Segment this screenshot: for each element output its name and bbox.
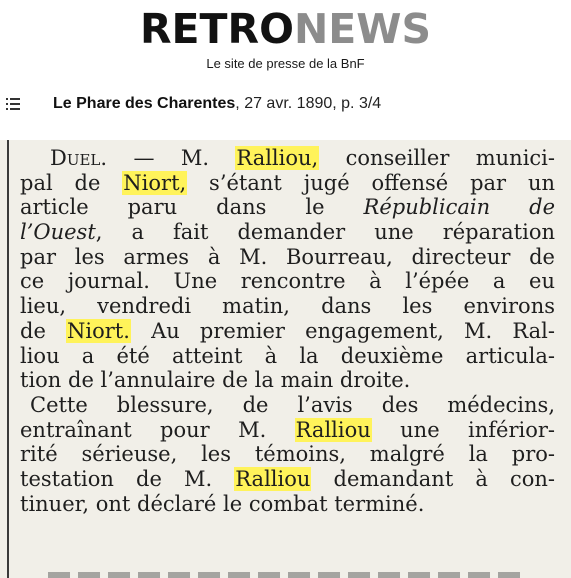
article-fragment: entraînant pour M. — [20, 417, 295, 442]
article-line — [20, 195, 555, 220]
article-line — [20, 220, 555, 245]
article-line: tion de l’annulaire de la main droite. — [20, 368, 411, 393]
article-fragment: de — [20, 318, 67, 343]
article-fragment: Duel. — M. — [50, 146, 236, 170]
article-line: liou a été atteint à la deuxième articula- — [20, 343, 555, 368]
article-fragment: demandant à con- — [311, 466, 555, 491]
article-fragment: testation de M. — [20, 466, 235, 491]
article-line — [20, 146, 555, 171]
site-tagline: Le site de presse de la BnF — [206, 56, 365, 71]
article-fragment: l’Ouest — [20, 220, 96, 245]
article-fragment: article paru dans le — [20, 195, 364, 220]
article-text — [20, 146, 555, 516]
publication-title[interactable]: Le Phare des Charentes — [53, 95, 236, 112]
article-fragment: s’étant jugé offensé par un — [187, 170, 556, 195]
highlight-ralliou: Ralliou — [295, 417, 371, 442]
article-clipping — [0, 140, 571, 578]
highlight-niort: Niort, — [123, 170, 187, 195]
article-line: tinuer, ont déclaré le combat terminé. — [20, 491, 425, 516]
article-line: lieu, vendredi matin, dans les environs — [20, 294, 555, 319]
article-fragment: Au premier engagement, M. Ral- — [130, 318, 555, 343]
article-line: par les armes à M. Bourreau, directeur de — [20, 244, 555, 269]
logo-news: NEWS — [293, 5, 432, 53]
clipping-column-rule — [7, 140, 9, 578]
list-menu-icon[interactable] — [6, 98, 20, 110]
article-line — [20, 418, 555, 443]
publication-details: , 27 avr. 1890, p. 3/4 — [235, 95, 382, 112]
retronews-logo[interactable] — [0, 6, 571, 52]
next-article-fragment — [48, 572, 528, 578]
article-line — [20, 319, 555, 344]
article-line: Cette blessure, de l’avis des médecins, — [30, 392, 555, 417]
article-fragment: Républicain de — [363, 195, 555, 220]
logo-retro: RETRO — [139, 5, 294, 53]
article-line — [20, 467, 555, 492]
highlight-niort: Niort. — [67, 318, 130, 343]
source-line — [53, 95, 381, 113]
article-fragment: , a fait demander une réparation — [95, 220, 555, 245]
highlight-ralliou: Ralliou, — [236, 146, 319, 170]
article-line: rité sérieuse, les témoins, malgré la pro- — [20, 442, 555, 467]
article-fragment: une inférior- — [371, 417, 555, 442]
highlight-ralliou: Ralliou — [235, 466, 311, 491]
article-line: ce journal. Une rencontre à l’épée a eu — [20, 269, 555, 294]
article-line — [20, 171, 555, 196]
article-fragment: pal de — [20, 170, 123, 195]
article-fragment: conseiller munici- — [319, 146, 555, 170]
